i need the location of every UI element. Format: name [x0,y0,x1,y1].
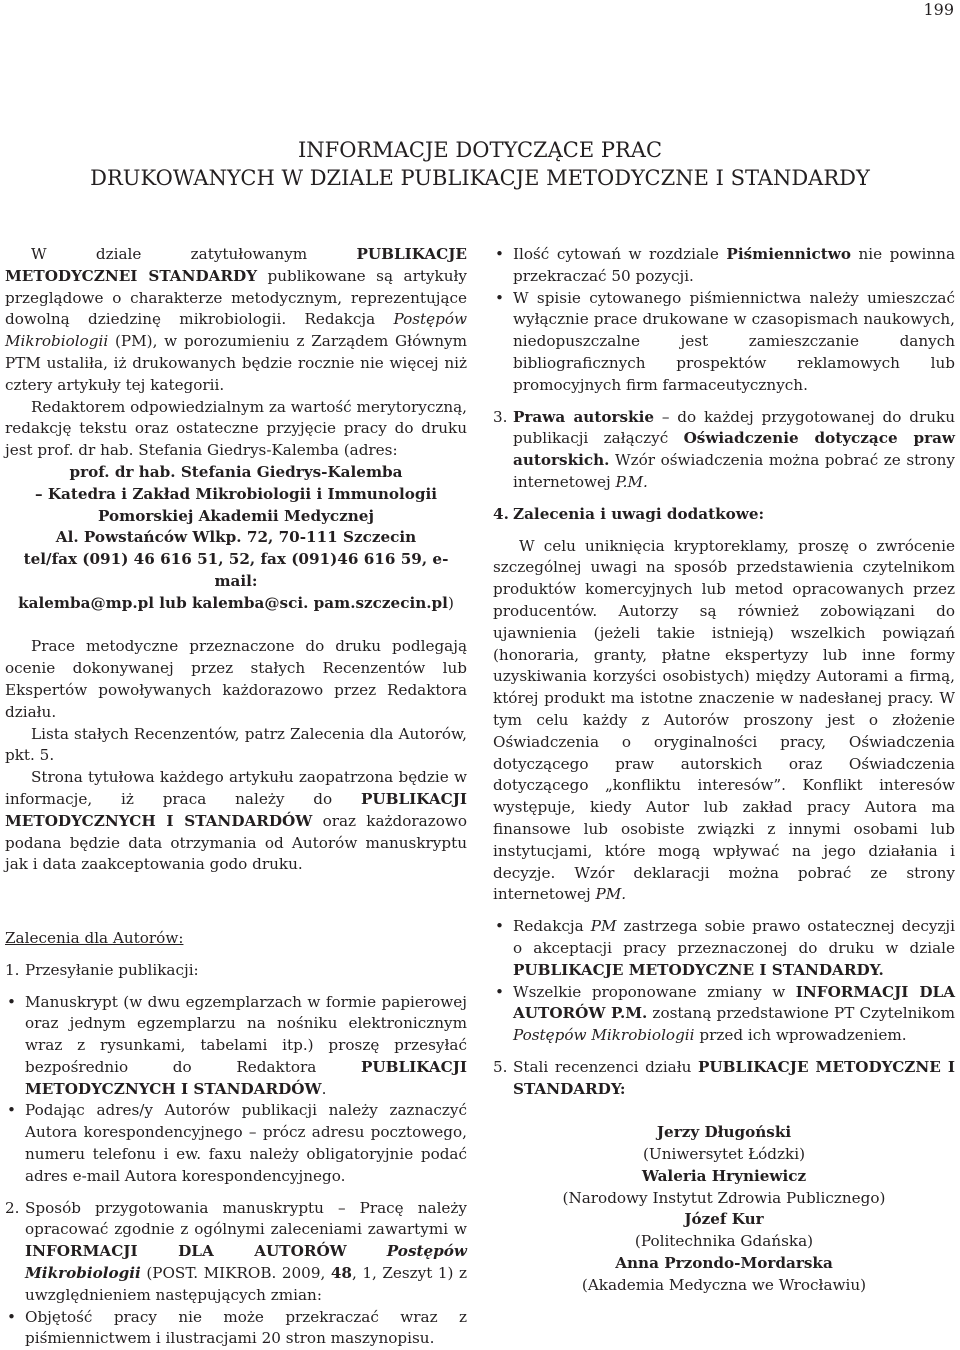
crypto-advertising-paragraph: W celu uniknięcia kryptoreklamy, proszę o zwrócenie szczególnej uwagi na sposób przedstawienia czytelnikom produktów komercyjnych lub metod opracowanych przez producentów. Autorzy są również zobowiązani do ujawnienia (jeżeli takie istnieją) wszelkich powiązań (honoraria, granty, płatne ekspertyzy lub inne formy uzyskiwania korzyści osobistych) między Autorami a firmą, której produkt ma istotne znaczenie w nadesłanej pracy. W tym celu każdy z Autorów proszony jest o złożenie Oświadczenia o oryginalności pracy, Oświadczenia dotyczącego praw autorskich oraz Oświadczenia dotyczącego „konfliktu interesów”. Konflikt interesów występuje, kiedy Autor lub zakład pracy Autora ma finansowe lub osobiste związki z innymi osobami lub instytucjami, które mogą wpływać na jego działania i decyzje. Wzór deklaracji można pobrać ze strony internetowej PM. [493,536,955,904]
list-item: • Wszelkie proponowane zmiany w INFORMACJI DLA AUTORÓW P.M. zostaną przedstawione PT Czytelnikom Postępów Mikrobiologii przed ich wprowadzeniem. [493,982,955,1047]
item-3: 3. Prawa autorskie – do każdej przygotowanej do druku publikacji załączyć Oświadczenie dotyczące praw autorskich. Wzór oświadczenia można pobrać ze strony internetowej P.M. [493,407,955,491]
address-line: – Katedra i Zakład Mikrobiologii i Immunologii [34,484,438,503]
reviewers-list [493,1122,955,1296]
reviewer-name: Waleria Hryniewicz [641,1166,807,1185]
page-number: 199 [923,0,954,19]
title-line-1: INFORMACJE DOTYCZĄCE PRAC [297,138,663,162]
list-item: • Manuskrypt (w dwu egzemplarzach w formie papierowej oraz jednym egzemplarzu na nośniku elektronicznym wraz z rysunkami, tabelami itp.) proszę przesyłać bezpośrednio do Redaktora PUBLIKACJI METODYCZNYCH I STANDARDÓW. [5,992,467,1101]
address-line: Al. Powstańców Wlkp. 72, 70-111 Szczecin [55,528,417,547]
reviewer-name: Jerzy Długoński [656,1123,792,1142]
list-item: • Redakcja PM zastrzega sobie prawo ostatecznej decyzji o akceptacji pracy przeznaczonej do druku w dziale PUBLIKACJE METODYCZNE I STANDARDY. [493,916,955,981]
bullet-list [493,244,955,397]
item-1: 1. Przesyłanie publikacji: [5,960,199,979]
reviewer-name: Józef Kur [684,1210,764,1229]
item-4: 4. Zalecenia i uwagi dodatkowe: [493,504,765,523]
bullet-list [5,1307,467,1350]
reviewer-affiliation: (Akademia Medyczna we Wrocławiu) [581,1275,867,1294]
editor-paragraph: Redaktorem odpowiedzialnym za wartość merytoryczną, redakcję tekstu oraz ostateczne przyjęcie pracy do druku jest prof. dr hab. Stefania Giedrys-Kalemba (adres: [5,397,467,460]
editor-address [5,462,467,615]
list-item: • W spisie cytowanego piśmiennictwa należy umieszczać wyłącznie prace drukowane w czasopismach naukowych, niedopuszczalne jest zamieszczanie danych bibliograficznych prospektów reklamowych lub promocyjnych firm farmaceutycznych. [493,288,955,397]
recommendations-heading: Zalecenia dla Autorów: [5,928,184,947]
address-line: tel/fax (091) 46 616 51, 52, fax (091)46 616 59, e-mail: [23,550,449,590]
review-paragraph: Prace metodyczne przeznaczone do druku podlegają ocenie dokonywanej przez stałych Recenzentów lub Ekspertów powoływanych każdorazowo przez Redaktora działu. [5,637,467,721]
list-item: • Objętość pracy nie może przekraczać wraz z piśmiennictwem i ilustracjami 20 stron maszynopisu. [5,1307,467,1350]
reviewers-list-paragraph: Lista stałych Recenzentów, patrz Zalecenia dla Autorów, pkt. 5. [5,724,467,765]
bullet-list [5,992,467,1188]
address-line: Pomorskiej Akademii Medycznej [98,506,374,525]
reviewer-name: Anna Przondo-Mordarska [615,1254,833,1273]
item-2: 2. Sposób przygotowania manuskryptu – Pracę należy opracować zgodnie z ogólnymi zaleceniami zawartymi w INFORMACJI DLA AUTORÓW Postępów Mikrobiologii (POST. MIKROB. 2009, 48, 1, Zeszyt 1) z uwzględnieniem następujących zmian: [5,1198,467,1304]
email-address[interactable]: kalemba@mp.pl lub kalemba@sci. pam.szczecin.pl [18,593,448,612]
reviewer-affiliation: (Politechnika Gdańska) [634,1232,814,1251]
intro-paragraph: W dziale zatytułowanym PUBLIKACJE METODYCZNEI STANDARDY publikowane są artykuły przeglądowe o charakterze metodycznym, reprezentujące dowolną dziedzinę mikrobiologii. Redakcja Postępów Mikrobiologii (PM), w porozumieniu z Zarządem Głównym PTM ustaliła, iż drukowanych będzie rocznie nie więcej niż cztery artykuły tej kategorii. [5,245,467,394]
title-page-paragraph: Strona tytułowa każdego artykułu zaopatrzona będzie w informacje, iż praca należy do PUBLIKACJI METODYCZNYCH I STANDARDÓW oraz każdorazowo podana będzie data otrzymania od Autorów manuskryptu jak i data zaakceptowania godo druku. [5,768,467,874]
list-item: • Podając adres/y Autorów publikacji należy zaznaczyć Autora korespondencyjnego – prócz adresu pocztowego, numeru telefonu i ew. faxu należy obligatoryjnie podać adres e-mail Autora korespondencyjnego. [5,1100,467,1187]
address-line: prof. dr hab. Stefania Giedrys-Kalemba [69,462,403,481]
reviewer-affiliation: (Uniwersytet Łódzki) [642,1145,806,1164]
right-column [493,244,955,1297]
page-title [0,136,960,192]
title-line-2: DRUKOWANYCH W DZIALE PUBLIKACJE METODYCZNE I STANDARDY [90,166,870,190]
list-item: • Ilość cytowań w rozdziale Piśmiennictwo nie powinna przekraczać 50 pozycji. [493,244,955,288]
left-column [5,244,467,1350]
reviewer-affiliation: (Narodowy Instytut Zdrowia Publicznego) [562,1188,886,1207]
email-line: kalemba@mp.pl lub kalemba@sci. pam.szczecin.pl) [18,593,454,612]
bullet-list [493,916,955,1047]
item-5: 5. Stali recenzenci działu PUBLIKACJE METODYCZNE I STANDARDY: [493,1057,955,1098]
